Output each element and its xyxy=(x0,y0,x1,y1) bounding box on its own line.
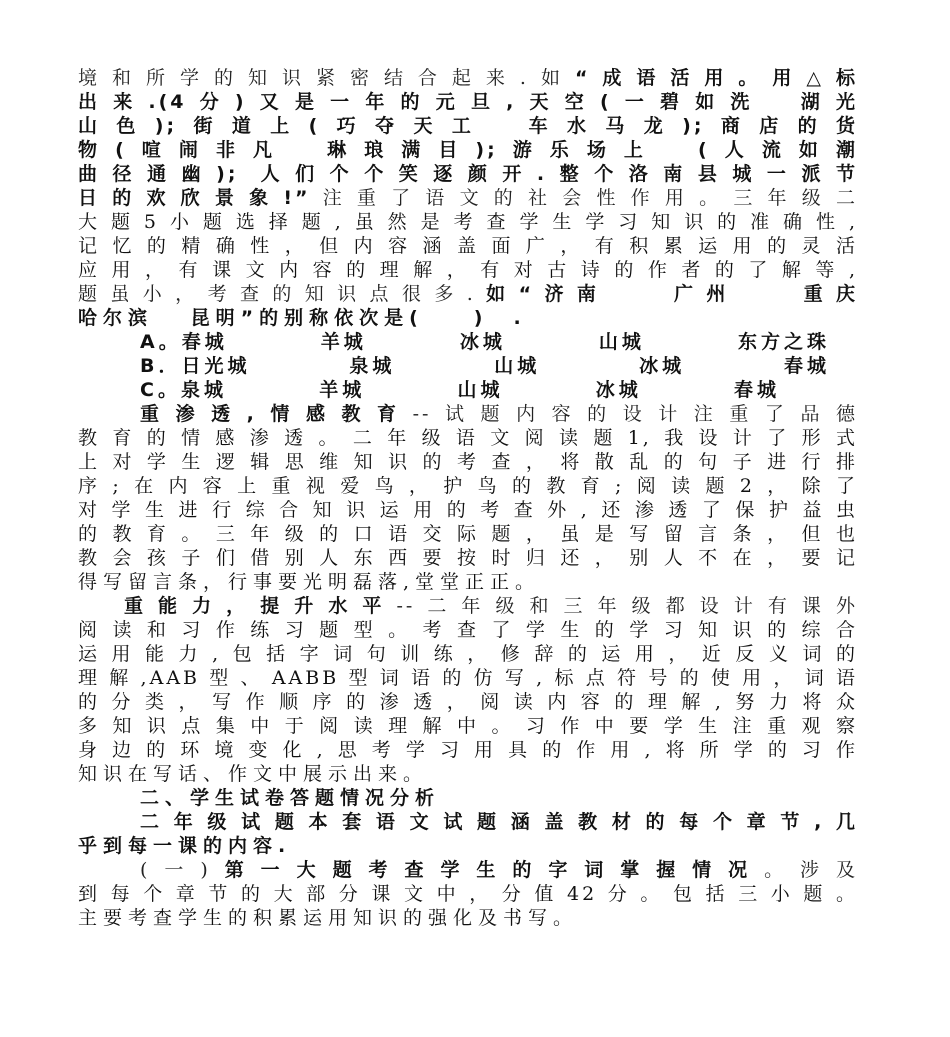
option-text: A。春城 xyxy=(140,331,228,353)
option-text: 山城 xyxy=(598,331,645,353)
text-line: 应用，有课文内容的理解，有对古诗的作者的了解等, xyxy=(78,259,858,281)
text-line: 哈尔滨 昆明”的别称依次是( ) . xyxy=(78,307,527,329)
choice-option-a xyxy=(140,330,830,354)
option-text: 春城 xyxy=(733,379,780,401)
text-line: 的分类，写作顺序的渗透，阅读内容的理解,努力将众 xyxy=(78,691,858,713)
option-text: B．日光城 xyxy=(140,355,251,377)
text-line: 二年级试题本套语文试题涵盖教材的每个章节,几 xyxy=(140,811,858,833)
option-text: 泉城 xyxy=(349,355,396,377)
text-line: 上对学生逻辑思维知识的考查，将散乱的句子进行排 xyxy=(78,451,858,473)
text-line: 的教育。三年级的口语交际题，虽是写留言条，但也 xyxy=(78,523,858,545)
option-text: 东方之珠 xyxy=(737,331,830,353)
text-line: 序;在内容上重视爱鸟，护鸟的教育;阅读题2，除了 xyxy=(78,475,858,497)
option-text: 山城 xyxy=(494,355,541,377)
text-line: 记忆的精确性，但内容涵盖面广，有积累运用的灵活 xyxy=(78,235,858,257)
text-line: 运用能力,包括字词句训练，修辞的运用，近反义词的 xyxy=(78,643,858,665)
text-line: 理解,AAB型、AABB型词语的仿写,标点符号的使用，词语 xyxy=(78,667,858,689)
text-line: 得写留言条，行事要光明磊落,堂堂正正。 xyxy=(78,571,541,593)
part-heading: 二、学生试卷答题情况分析 xyxy=(140,787,441,809)
text-line: 到每个章节的大部分课文中，分值42分。包括三小题。 xyxy=(78,883,858,905)
text-line: 主要考查学生的积累运用知识的强化及书写。 xyxy=(78,907,579,929)
text-line: 身边的环境变化,思考学习用具的作用,将所学的习作 xyxy=(78,739,858,761)
text-line: 出来.(4分)又是一年的元旦,天空(一碧如洗 湖光 xyxy=(78,91,858,113)
text-line: 阅读和习作练习题型。考查了学生的学习知识的综合 xyxy=(78,619,858,641)
text-line: 曲径通幽); 人们个个笑逐颜开.整个洛南县城一派节 xyxy=(78,163,858,185)
option-text: 冰城 xyxy=(459,331,506,353)
text-line: 教育的情感渗透。二年级语文阅读题1,我设计了形式 xyxy=(78,427,858,449)
text-line: 题虽小，考查的知识点很多.如“济南 广州 重庆 xyxy=(78,283,858,305)
option-text: 冰城 xyxy=(595,379,642,401)
option-text: 羊城 xyxy=(319,379,366,401)
text-line: 多知识点集中于阅读理解中。习作中要学生注重观察 xyxy=(78,715,858,737)
option-text: 春城 xyxy=(783,355,830,377)
text-line: 乎到每一课的内容. xyxy=(78,835,292,857)
text-line: 境和所学的知识紧密结合起来.如“成语活用。用△标 xyxy=(78,67,858,89)
subsection-heading: (一)第一大题考查学生的字词掌握情况。涉及 xyxy=(140,859,858,881)
text-line: 对学生进行综合知识运用的考查外,还渗透了保护益虫 xyxy=(78,499,858,521)
choice-option-b xyxy=(140,354,830,378)
choice-option-c xyxy=(140,378,780,402)
section-heading-emotion: 重渗透,情感教育--试题内容的设计注重了品德 xyxy=(140,403,858,425)
text-line: 山色);街道上(巧夺天工 车水马龙);商店的货 xyxy=(78,115,858,137)
text-line: 物(喧闹非凡 琳琅满目);游乐场上 (人流如潮 xyxy=(78,139,858,161)
text-line: 日的欢欣景象!”注重了语文的社会性作用。三年级二 xyxy=(78,187,858,209)
option-text: 山城 xyxy=(457,379,504,401)
option-text: 冰城 xyxy=(639,355,686,377)
text-line: 知识在写话、作文中展示出来。 xyxy=(78,763,429,785)
option-text: C。泉城 xyxy=(140,379,227,401)
text-line: 教会孩子们借别人东西要按时归还，别人不在，要记 xyxy=(78,547,858,569)
text-line: 大题5小题选择题,虽然是考查学生学习知识的准确性, xyxy=(78,211,858,233)
section-heading-ability: 重能力，提升水平--二年级和三年级都设计有课外 xyxy=(124,595,858,617)
option-text: 羊城 xyxy=(320,331,367,353)
